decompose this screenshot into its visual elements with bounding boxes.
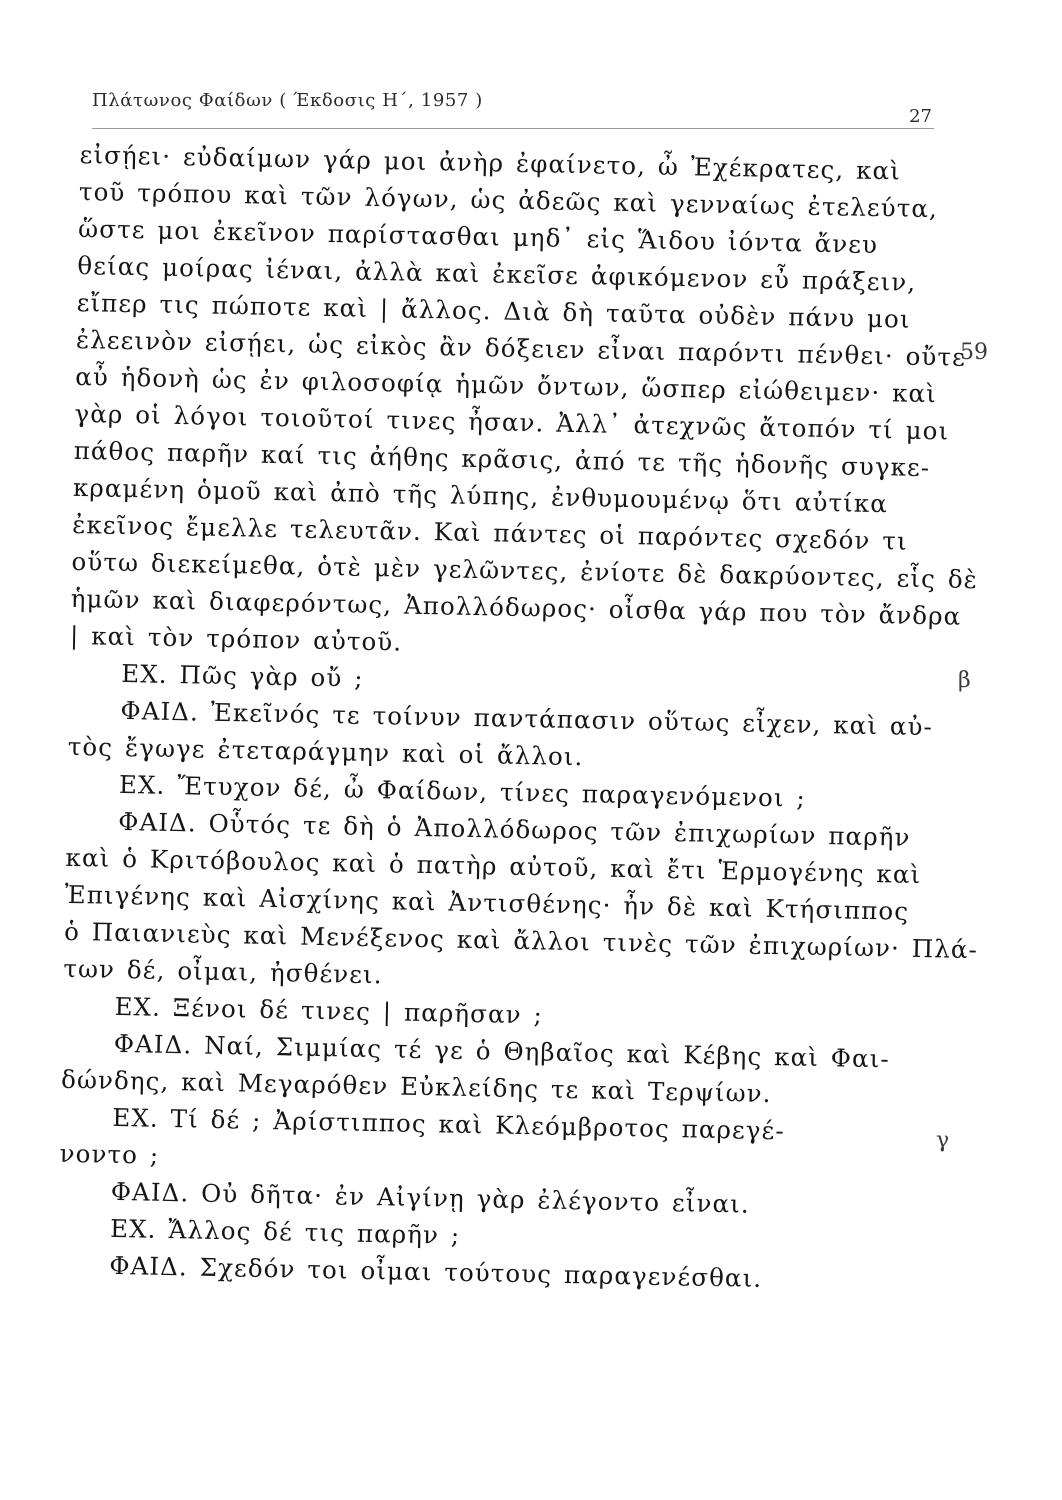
text-line: Ἐπιγένης καὶ Αἰσχίνης καὶ Ἀντισθένης· ἦν δὲ καὶ Κτήσιππος [64, 879, 910, 926]
margin-number: 59 [960, 340, 988, 365]
text-line: κραμένη ὁμοῦ καὶ ἀπὸ τῆς λύπης, ἐνθυμουμένῳ ὅτι αὐτίκα [72, 472, 889, 519]
text-line: δώνδης, καὶ Μεγαρόθεν Εὐκλείδης τε καὶ Τερψίων. [60, 1064, 772, 1109]
text-line: πάθος παρῆν καί τις ἀήθης κρᾶσις, ἀπό τε τῆς ἡδονῆς συγκε- [73, 435, 931, 483]
text-line: ΕΧ. Ἄλλος δέ τις παρῆν ; [109, 1213, 461, 1250]
text-line: οὕτω διεκείμεθα, ὁτὲ μὲν γελῶντες, ἐνίοτε δὲ δακρύοντες, εἷς δὲ [71, 546, 979, 595]
text-line: | καὶ τὸν τρόπον αὐτοῦ. [69, 620, 403, 657]
text-line: καὶ ὁ Κριτόβουλος καὶ ὁ πατὴρ αὐτοῦ, καὶ ἔτι Ἑρμογένης καὶ [65, 842, 922, 890]
text-line: εἰσῄει· εὐδαίμων γάρ μοι ἀνὴρ ἐφαίνετο, ὦ Ἐχέκρατες, καὶ [79, 140, 902, 186]
running-title: Πλάτωνος Φαίδων ( Έκδοσις Η΄, 1957 ) [92, 90, 483, 111]
text-line: ἐλεεινὸν εἰσῄει, ὡς εἰκὸς ἂν δόξειεν εἶναι παρόντι πένθει· οὔτε [75, 324, 967, 372]
page-number: 27 [909, 106, 932, 127]
text-line: ἐκεῖνος ἔμελλε τελευτᾶν. Καὶ πάντες οἱ παρόντες σχεδόν τι [71, 509, 908, 556]
text-line: γὰρ οἱ λόγοι τοιοῦτοί τινες ἦσαν. Ἀλλ᾽ ἀτεχνῶς ἄτοπόν τί μοι [74, 398, 950, 446]
text-line: τὸς ἔγωγε ἐτεταράγμην καὶ οἱ ἄλλοι. [67, 731, 584, 772]
text-line: εἴπερ τις πώποτε καὶ | ἄλλος. Διὰ δὴ ταῦτα οὐδὲν πάνυ μοι [76, 287, 911, 334]
text-line: ΕΧ. Τί δέ ; Ἀρίστιππος καὶ Κλεόμβροτος παρεγέ- [112, 1102, 786, 1146]
text-line: θείας μοίρας ἰέναι, ἀλλὰ καὶ ἐκεῖσε ἀφικόμενον εὖ πράξειν, [77, 250, 917, 297]
margin-number: β [958, 668, 971, 693]
text-line: ΦΑΙΔ. Ἐκεῖνός τε τοίνυν παντάπασιν οὕτως εἶχεν, καὶ αὐ- [120, 695, 934, 742]
text-line: ὥστε μοι ἐκεῖνον παρίστασθαι μηδ᾽ εἰς Ἅιδου ἰόντα ἄνευ [77, 213, 879, 260]
text-line: ΦΑΙΔ. Οὗτός τε δὴ ὁ Ἀπολλόδωρος τῶν ἐπιχωρίων παρῆν [118, 806, 911, 852]
text-line: ΦΑΙΔ. Οὐ δῆτα· ἐν Αἰγίνῃ γὰρ ἐλέγοντο εἶναι. [110, 1176, 751, 1219]
margin-number: γ [936, 1128, 950, 1153]
text-line: των δέ, οἶμαι, ἠσθένει. [63, 953, 383, 990]
text-line: ἡμῶν καὶ διαφερόντως, Ἀπολλόδωρος· οἶσθα γάρ που τὸν ἄνδρα [70, 583, 962, 631]
text-line: ΕΧ. Ἔτυχον δέ, ὦ Φαίδων, τίνες παραγενόμενοι ; [118, 769, 807, 813]
text-line: ΕΧ. Ξένοι δέ τινες | παρῆσαν ; [114, 991, 544, 1030]
page-header [92, 88, 934, 129]
text-line: ΦΑΙΔ. Σχεδόν τοι οἶμαι τούτους παραγενέσθαι. [109, 1250, 763, 1293]
text-line: ΕΧ. Πῶς γὰρ οὔ ; [121, 658, 364, 693]
text-line: νοντο ; [59, 1138, 160, 1170]
text-line: ΦΑΙΔ. Ναί, Σιμμίας τέ γε ὁ Θηβαῖος καὶ Κέβης καὶ Φαι- [113, 1028, 891, 1074]
text-line: ὁ Παιανιεὺς καὶ Μενέξενος καὶ ἄλλοι τινὲς τῶν ἐπιχωρίων· Πλά- [63, 916, 979, 965]
text-line: τοῦ τρόπου καὶ τῶν λόγων, ὡς ἀδεῶς καὶ γενναίως ἐτελεύτα, [78, 176, 939, 224]
text-line: αὖ ἡδονὴ ὡς ἐν φιλοσοφίᾳ ἡμῶν ὄντων, ὥσπερ εἰώθειμεν· καὶ [74, 361, 938, 409]
